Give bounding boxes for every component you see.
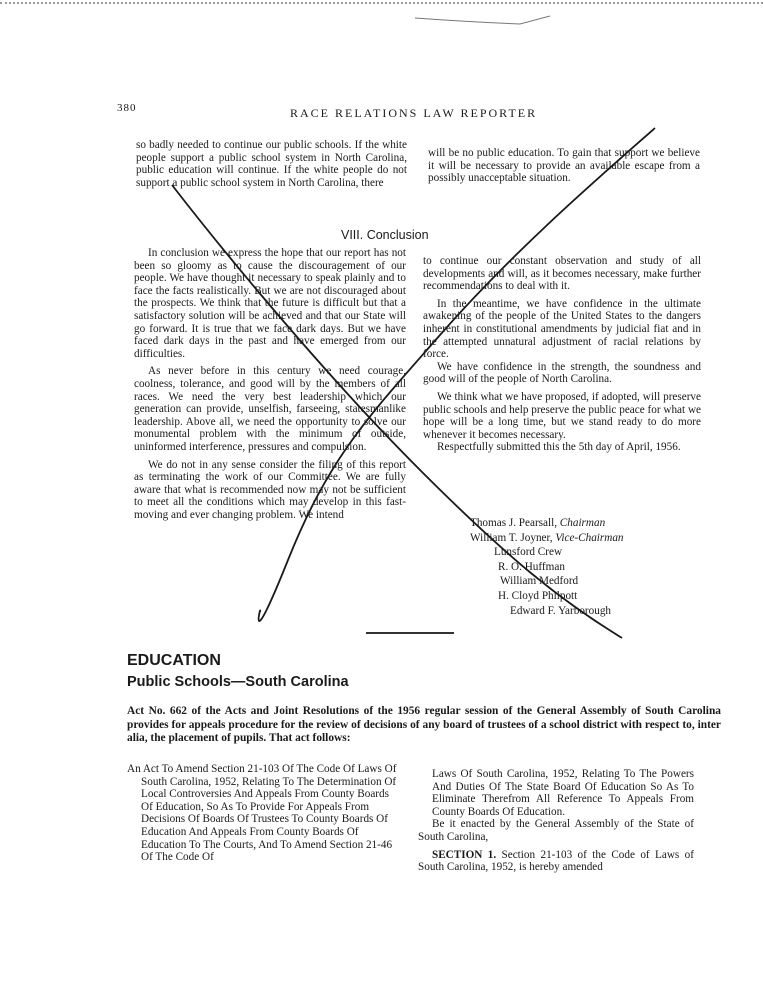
signature-block: [470, 516, 624, 618]
signatory: William T. Joyner, Vice-Chairman: [470, 531, 624, 544]
education-title: EDUCATION: [127, 652, 221, 669]
signatory: Lunsford Crew: [494, 546, 563, 559]
section-label: SECTION 1.: [432, 848, 497, 861]
education-subtitle: Public Schools—South Carolina: [127, 674, 349, 690]
signatory: Thomas J. Pearsall, Chairman: [470, 517, 606, 529]
act-title: An Act To Amend Section 21-103 Of The Code Of Laws Of South Carolina, 1952, Relating To The Determination Of Local Controversies And Appeals From County Boards Of Education, So As To Provide For Appeals From Decisions Of Boards Of Trustees To County Boards Of Education And Appeals From County Boards Of Education To The Courts, And To Amend Section 21-46 Of The Code Of: [127, 763, 397, 864]
column-b-continuation: [428, 147, 700, 185]
headnote: Act No. 662 of the Acts and Joint Resolutions of the 1956 regular session of the General Assembly of South Carolina provides for appeals procedure for the review of decisions of any board of trustees of a school district with respect to, inter alia, the placement of pupils. That act follows:: [127, 705, 721, 745]
section-heading: VIII. Conclusion: [341, 228, 429, 242]
paragraph: will be no public education. To gain that support we believe it will be necessary to provide an available escape from a possibly unacceptable situation.: [428, 147, 700, 185]
signatory: R. O. Huffman: [498, 560, 565, 573]
column-a-continuation: [136, 139, 407, 189]
pencil-mark: [410, 8, 560, 28]
act-title-column-a: [127, 763, 397, 864]
top-dotted-border: [0, 2, 763, 4]
enacting-clause: Be it enacted by the General Assembly of the State of South Carolina,: [418, 818, 694, 843]
paragraph: to continue our constant observation and study of all developments and will, as it becomes necessary, make further recommendations to deal with it.: [423, 255, 701, 293]
signatory: William Medford: [500, 575, 579, 588]
paragraph: In the meantime, we have confidence in the ultimate awakening of the people of the United States to the dangers inherent in constitutional amendments by judicial fiat and in the attempted unnatural adjustment of racial relations by force.: [423, 297, 701, 361]
conclusion-column-b: [423, 255, 701, 454]
section-1: [418, 849, 694, 874]
paragraph: We have confidence in the strength, the soundness and good will of the people of North Carolina.: [423, 360, 701, 386]
paragraph: so badly needed to continue our public schools. If the white people support a public school system in North Carolina, public education will continue. If the white people do not support a public school system in North Carolina, there: [136, 139, 407, 189]
act-column-b: [418, 768, 694, 874]
paragraph: Respectfully submitted this the 5th day of April, 1956.: [437, 441, 681, 454]
section-text: Section 21-103 of the Code of Laws of South Carolina, 1952, is hereby amended: [418, 848, 694, 874]
paragraph: As never before in this century we need courage, coolness, tolerance, and good will by the members of all races. We need the very best leadership which our generation can provide, unselfish, farseeing, statesmanlike leadership. Above all, we need the opportunity to solve our monumental problem with the minimum of outside, uninformed interference, pressures and compulsion.: [134, 365, 406, 453]
signatory: Edward F. Yarborough: [510, 604, 612, 617]
paragraph: In conclusion we express the hope that our report has not been so gloomy as to cause the discouragement of our people. We have thought it necessary to speak plainly and to face the facts realistically. But we are not discouraged about the prospects. We think that the future is difficult but that a satisfactory solution will be achieved and that our State will go forward. It is true that we face dark days. But we have faced dark days in the past and have emerged from our difficulties.: [134, 247, 406, 360]
conclusion-column-a: [134, 247, 406, 521]
running-head: RACE RELATIONS LAW REPORTER: [290, 106, 538, 120]
act-title-continued: Laws Of South Carolina, 1952, Relating To The Powers And Duties Of The State Board Of Education So As To Eliminate Therefrom All Reference To Appeals From County Boards Of Education.: [432, 768, 694, 818]
paragraph: We think what we have proposed, if adopted, will preserve public schools and help preserve the public peace for what we hope will be a long time, but we stand ready to do more whenever it becomes necessary.: [423, 390, 701, 441]
signatory: H. Cloyd Philpott: [498, 589, 578, 602]
section-divider: [366, 632, 454, 634]
page-number: 380: [117, 102, 137, 114]
paragraph: We do not in any sense consider the filing of this report as terminating the work of our Committee. We are fully aware that what is recommended now may not be sufficient to meet all the conditions which may develop in this fast-moving and ever changing problem. We intend: [134, 458, 406, 521]
